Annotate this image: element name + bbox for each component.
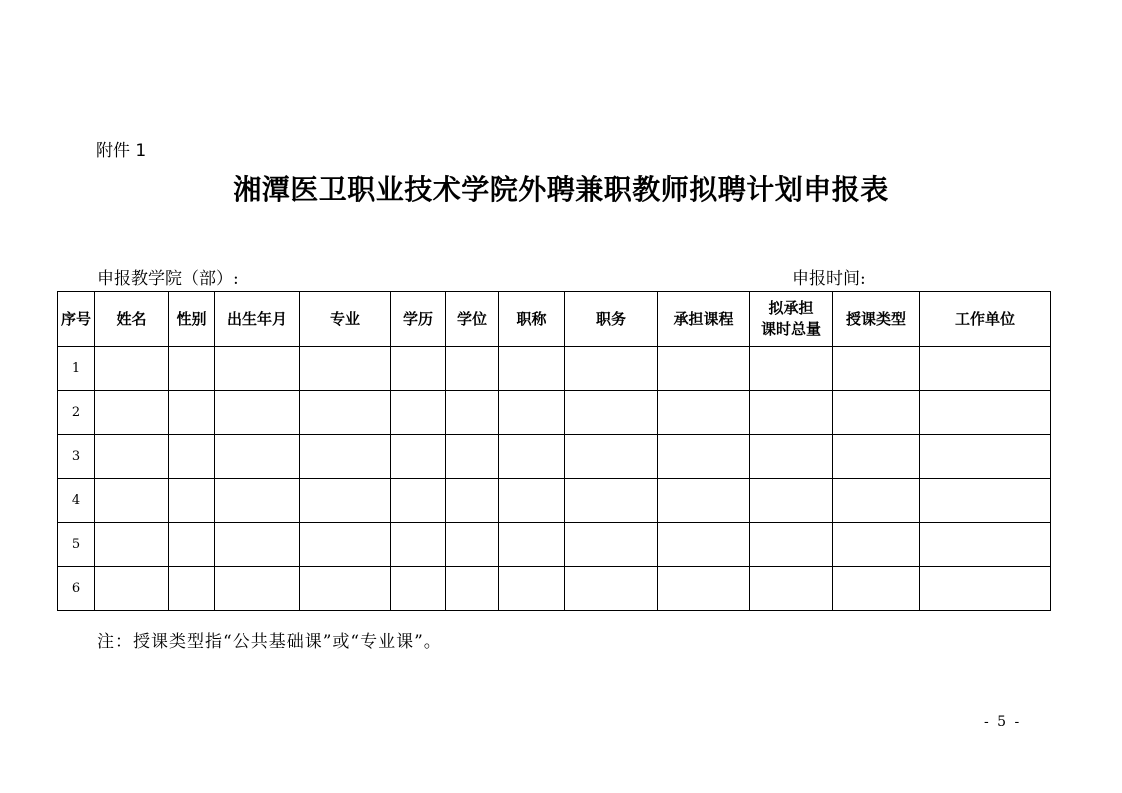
department-field-label: 申报教学院（部）: [97,269,239,289]
row-number-cell: 6 [58,567,95,611]
table-cell[interactable] [215,479,300,523]
table-cell[interactable] [833,435,920,479]
table-cell[interactable] [169,479,215,523]
table-cell[interactable] [750,479,833,523]
table-cell[interactable] [446,567,499,611]
table-cell[interactable] [833,523,920,567]
table-cell[interactable] [750,523,833,567]
table-cell[interactable] [658,567,750,611]
header-cell: 专业 [300,292,391,347]
table-cell[interactable] [300,523,391,567]
table-cell[interactable] [300,347,391,391]
table-cell[interactable] [658,523,750,567]
table-row [58,479,1051,523]
header-cell: 出生年月 [215,292,300,347]
footnote: 注：授课类型指“公共基础课”或“专业课”。 [97,632,442,652]
table-cell[interactable] [446,479,499,523]
table-cell[interactable] [95,435,169,479]
table-row [58,523,1051,567]
table-row [58,567,1051,611]
table-cell[interactable] [833,347,920,391]
table-cell[interactable] [95,479,169,523]
table-cell[interactable] [750,391,833,435]
table-cell[interactable] [95,391,169,435]
table-cell[interactable] [833,567,920,611]
table-cell[interactable] [565,347,658,391]
table-cell[interactable] [169,523,215,567]
table-cell[interactable] [658,479,750,523]
table-cell[interactable] [920,479,1051,523]
table-cell[interactable] [750,567,833,611]
table-cell[interactable] [169,347,215,391]
header-cell: 序号 [58,292,95,347]
table-cell[interactable] [95,347,169,391]
table-cell[interactable] [565,523,658,567]
table-cell[interactable] [565,435,658,479]
table-cell[interactable] [446,435,499,479]
table-cell[interactable] [565,391,658,435]
page-number: - 5 - [984,714,1022,730]
table-cell[interactable] [95,523,169,567]
table-cell[interactable] [391,567,446,611]
table-cell[interactable] [446,523,499,567]
table-cell[interactable] [300,435,391,479]
table-cell[interactable] [215,347,300,391]
table-cell[interactable] [499,567,565,611]
table-cell[interactable] [499,347,565,391]
header-cell: 授课类型 [833,292,920,347]
row-number-cell: 2 [58,391,95,435]
header-cell: 职务 [565,292,658,347]
table-cell[interactable] [499,391,565,435]
document-title: 湘潭医卫职业技术学院外聘兼职教师拟聘计划申报表 [233,173,889,206]
table-cell[interactable] [920,347,1051,391]
header-cell: 学位 [446,292,499,347]
header-cell: 承担课程 [658,292,750,347]
table-cell[interactable] [391,435,446,479]
table-cell[interactable] [658,391,750,435]
table-row [58,347,1051,391]
table-body [58,347,1051,611]
table-cell[interactable] [446,347,499,391]
table-cell[interactable] [215,435,300,479]
table-cell[interactable] [169,567,215,611]
table-cell[interactable] [499,523,565,567]
table-cell[interactable] [499,479,565,523]
table-cell[interactable] [920,567,1051,611]
table-cell[interactable] [391,391,446,435]
header-cell: 性别 [169,292,215,347]
table-cell[interactable] [658,435,750,479]
table-cell[interactable] [658,347,750,391]
table-cell[interactable] [391,479,446,523]
table-cell[interactable] [169,391,215,435]
table-cell[interactable] [750,435,833,479]
table-cell[interactable] [169,435,215,479]
table-cell[interactable] [391,523,446,567]
attachment-label: 附件 1 [96,141,147,161]
table-cell[interactable] [833,391,920,435]
row-number-cell: 3 [58,435,95,479]
application-form-table [57,291,1051,611]
header-cell: 学历 [391,292,446,347]
row-number-cell: 4 [58,479,95,523]
table-cell[interactable] [565,479,658,523]
table-cell[interactable] [215,567,300,611]
table-row [58,391,1051,435]
table-cell[interactable] [300,391,391,435]
table-cell[interactable] [565,567,658,611]
table-cell[interactable] [215,523,300,567]
table-cell[interactable] [920,435,1051,479]
header-cell: 拟承担 课时总量 [750,292,833,347]
table-cell[interactable] [833,479,920,523]
header-cell: 职称 [499,292,565,347]
header-cell: 姓名 [95,292,169,347]
table-cell[interactable] [300,479,391,523]
row-number-cell: 5 [58,523,95,567]
table-cell[interactable] [750,347,833,391]
table-cell[interactable] [920,523,1051,567]
table-cell[interactable] [920,391,1051,435]
table-cell[interactable] [391,347,446,391]
header-cell: 工作单位 [920,292,1051,347]
table-row [58,435,1051,479]
table-cell[interactable] [215,391,300,435]
table-cell[interactable] [300,567,391,611]
table-cell[interactable] [499,435,565,479]
table-header-row [58,292,1051,347]
table-cell[interactable] [95,567,169,611]
date-field-label: 申报时间: [792,269,866,289]
row-number-cell: 1 [58,347,95,391]
table-cell[interactable] [446,391,499,435]
